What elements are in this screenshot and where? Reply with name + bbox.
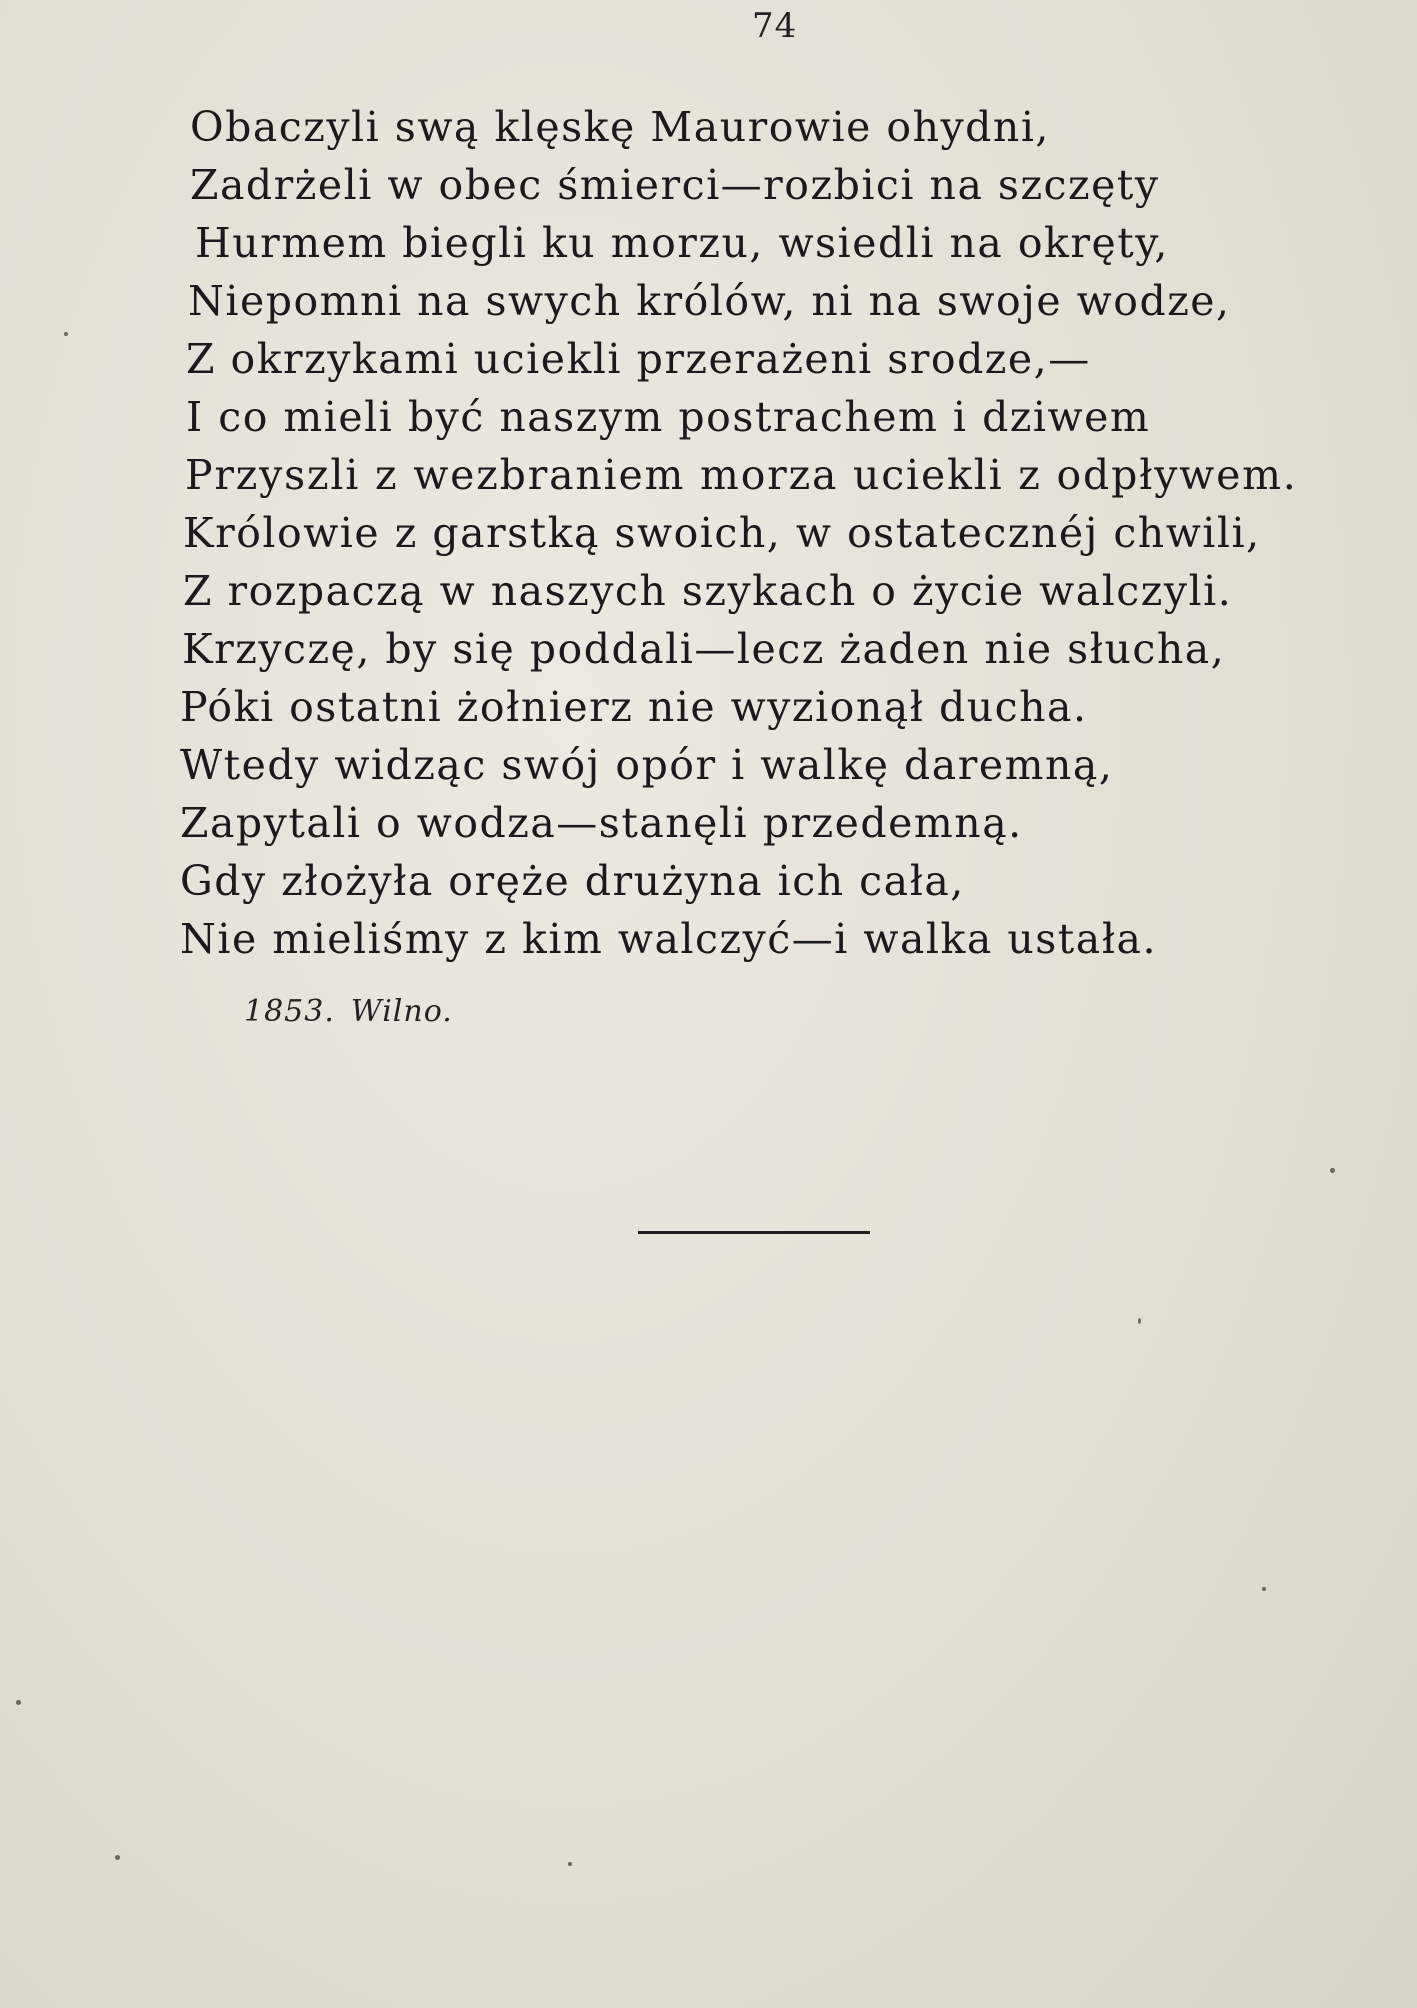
poem-signature xyxy=(244,994,453,1029)
poem-line: Nie mieliśmy z kim walczyć—i walka ustała. xyxy=(180,915,1157,963)
poem-line: Z okrzykami uciekli przerażeni srodze,— xyxy=(186,335,1091,383)
paper-speck xyxy=(1330,1168,1335,1173)
paper-speck xyxy=(1138,1318,1141,1324)
poem-line: Wtedy widząc swój opór i walkę daremną, xyxy=(180,741,1114,789)
poem-line: Królowie z garstką swoich, w ostatecznéj chwili, xyxy=(183,509,1261,557)
paper-speck xyxy=(568,1862,572,1866)
poem-line: Niepomni na swych królów, ni na swoje wodze, xyxy=(188,277,1231,325)
poem-line: Hurmem biegli ku morzu, wsiedli na okręty, xyxy=(195,219,1169,267)
poem-line: Zadrżeli w obec śmierci—rozbici na szczęty xyxy=(190,161,1160,209)
poem-line: Przyszli z wezbraniem morza uciekli z odpływem. xyxy=(185,451,1298,499)
signature-year: 1853. xyxy=(244,994,335,1029)
paper-speck xyxy=(1262,1587,1266,1591)
poem-line: Gdy złożyła oręże drużyna ich cała, xyxy=(180,857,965,905)
poem-stanza xyxy=(180,98,1380,968)
poem-line: Zapytali o wodza—stanęli przedemną. xyxy=(180,799,1023,847)
paper-speck xyxy=(16,1700,21,1705)
paper-speck xyxy=(115,1855,120,1860)
poem-line: I co mieli być naszym postrachem i dziwem xyxy=(186,393,1151,441)
paper-speck xyxy=(64,332,68,336)
poem-line: Z rozpaczą w naszych szykach o życie walczyli. xyxy=(183,567,1233,615)
poem-line: Krzyczę, by się poddali—lecz żaden nie słucha, xyxy=(182,625,1226,673)
page-number: 74 xyxy=(752,6,798,46)
signature-place: Wilno. xyxy=(350,994,453,1029)
poem-line: Obaczyli swą klęskę Maurowie ohydni, xyxy=(190,103,1050,151)
section-end-rule xyxy=(638,1231,870,1234)
poem-line: Póki ostatni żołnierz nie wyzionął ducha. xyxy=(180,683,1088,731)
